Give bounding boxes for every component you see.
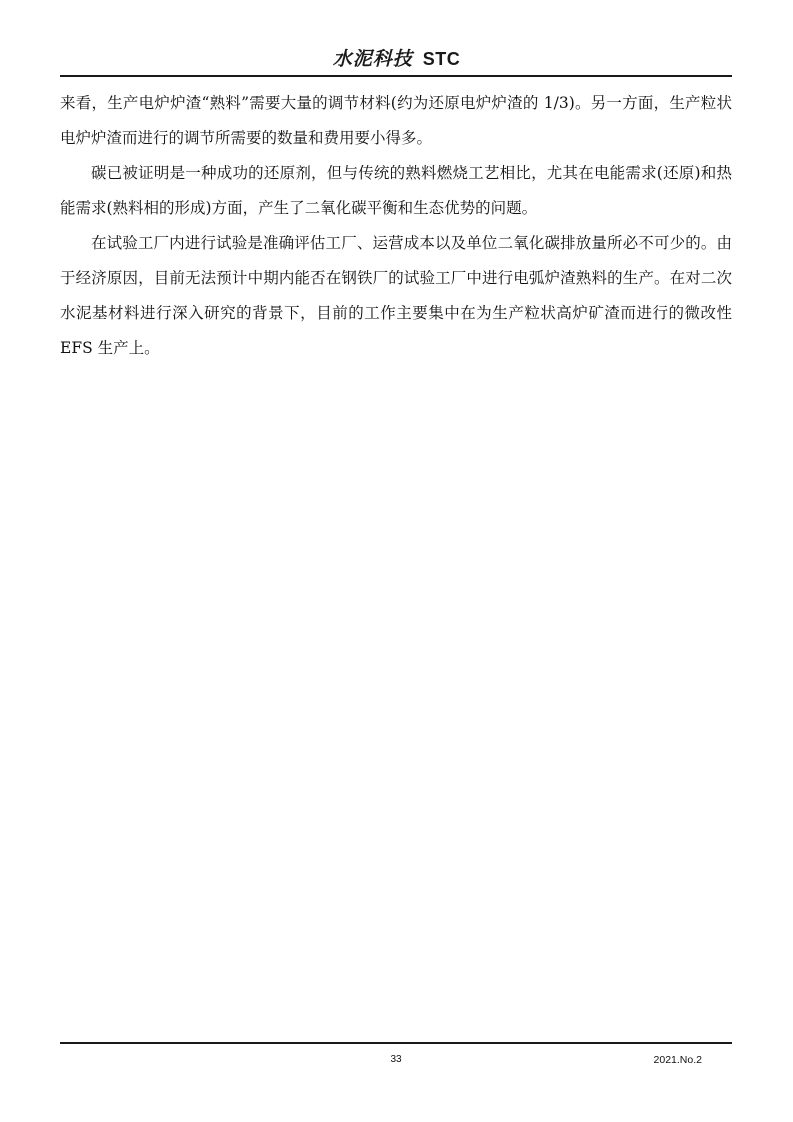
issue-label: 2021.No.2 <box>653 1054 702 1066</box>
footer-divider <box>60 1042 732 1044</box>
paragraph: 来看，生产电炉炉渣“熟料”需要大量的调节材料(约为还原电炉炉渣的 1/3)。另一方面，生产粒状电炉炉渣而进行的调节所需要的数量和费用要小得多。 <box>60 94 732 147</box>
paragraph: 在试验工厂内进行试验是准确评估工厂、运营成本以及单位二氧化碳排放量所必不可少的。由于经济原因，目前无法预计中期内能否在钢铁厂的试验工厂中进行电弧炉渣熟料的生产。在对二次水泥基材料进行深入研究的背景下，目前的工作主要集中在为生产粒状高炉矿渣而进行的微改性 EFS 生产上。 <box>60 234 732 357</box>
page-header <box>0 44 793 71</box>
journal-abbreviation: STC <box>422 49 461 69</box>
paragraph: 碳已被证明是一种成功的还原剂，但与传统的熟料燃烧工艺相比，尤其在电能需求(还原)和热能需求(熟料相的形成)方面，产生了二氧化碳平衡和生态优势的问题。 <box>60 164 732 217</box>
header-divider <box>60 75 732 77</box>
journal-title: 水泥科技 <box>332 48 413 70</box>
page-footer <box>60 1054 732 1074</box>
page-number: 33 <box>390 1054 402 1065</box>
document-body <box>60 86 732 366</box>
